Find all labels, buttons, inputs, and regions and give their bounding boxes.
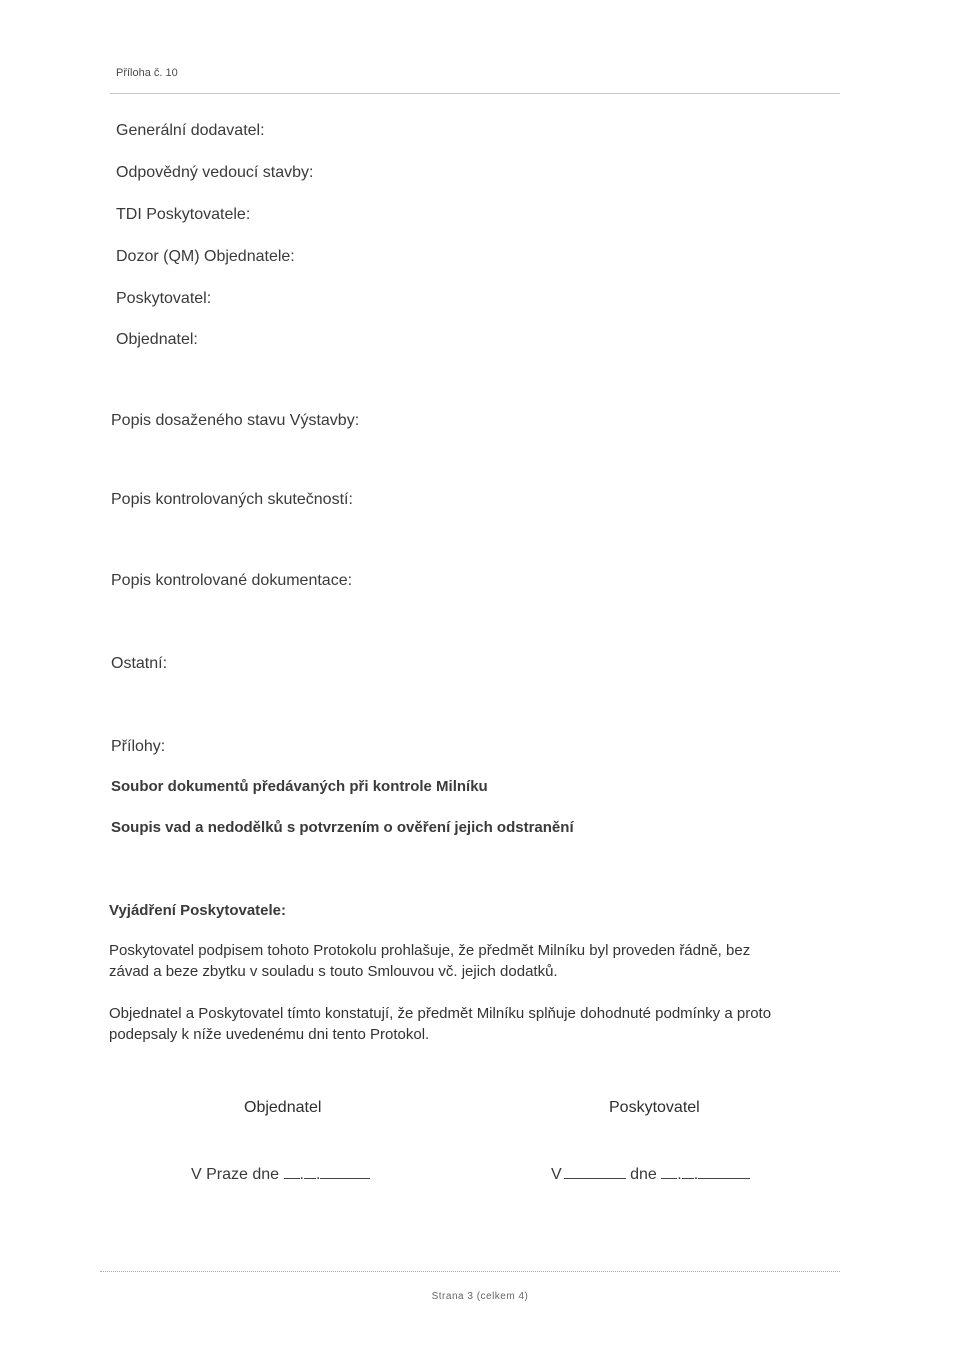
- year-blank: [698, 1164, 750, 1179]
- day-blank: [284, 1164, 300, 1179]
- field-site-manager: Odpovědný vedoucí stavby:: [116, 164, 314, 181]
- field-construction-state: Popis dosaženého stavu Výstavby:: [111, 412, 360, 429]
- year-blank: [320, 1164, 370, 1179]
- field-general-contractor: Generální dodavatel:: [116, 122, 265, 139]
- paragraph-line: podepsaly k níže uvedenému dni tento Protokol.: [109, 1026, 430, 1043]
- attachments-title: Přílohy:: [111, 738, 166, 755]
- date-separator: .: [299, 1166, 304, 1183]
- field-qm-supervision: Dozor (QM) Objednatele:: [116, 248, 295, 265]
- signature-client-title: Objednatel: [244, 1099, 322, 1116]
- field-tdi-provider: TDI Poskytovatele:: [116, 206, 251, 223]
- date-separator: .: [693, 1166, 699, 1183]
- day-blank: [661, 1164, 677, 1179]
- field-checked-documentation: Popis kontrolované dokumentace:: [111, 572, 353, 589]
- attachment-item: Soupis vad a nedodělků s potvrzením o ověření jejich odstranění: [111, 819, 574, 836]
- field-client: Objednatel:: [116, 331, 198, 348]
- date-label: dne: [630, 1166, 657, 1183]
- statement-title: Vyjádření Poskytovatele:: [109, 902, 287, 919]
- signature-client-date-line: [191, 1164, 370, 1183]
- paragraph-line: Objednatel a Poskytovatel tímto konstatují, že předmět Milníku splňuje dohodnuté podmínky a proto: [109, 1005, 772, 1022]
- paragraph-line: Poskytovatel podpisem tohoto Protokolu prohlašuje, že předmět Milníku byl proveden řádně, bez: [109, 942, 751, 959]
- attachment-item: Soubor dokumentů předávaných při kontrole Milníku: [111, 778, 488, 795]
- place-prefix: V: [551, 1166, 562, 1183]
- date-separator: .: [315, 1166, 321, 1183]
- field-checked-facts: Popis kontrolovaných skutečností:: [111, 491, 353, 508]
- footer-rule: [100, 1271, 840, 1272]
- attachment-number: Příloha č. 10: [116, 67, 178, 79]
- header-rule: [110, 93, 840, 94]
- paragraph-line: závad a beze zbytku v souladu s touto Smlouvou vč. jejich dodatků.: [109, 963, 558, 980]
- statement-paragraph-1: [109, 940, 750, 982]
- statement-paragraph-2: [109, 1003, 771, 1045]
- place-date-label: V Praze dne: [191, 1166, 280, 1183]
- signature-provider-title: Poskytovatel: [609, 1099, 700, 1116]
- field-other: Ostatní:: [111, 655, 168, 672]
- signature-provider-date-line: [551, 1164, 750, 1183]
- month-blank: [304, 1164, 316, 1179]
- date-separator: .: [677, 1166, 682, 1183]
- month-blank: [682, 1164, 694, 1179]
- place-blank: [564, 1164, 626, 1179]
- field-provider: Poskytovatel:: [116, 290, 212, 307]
- page-number: Strana 3 (celkem 4): [431, 1291, 529, 1302]
